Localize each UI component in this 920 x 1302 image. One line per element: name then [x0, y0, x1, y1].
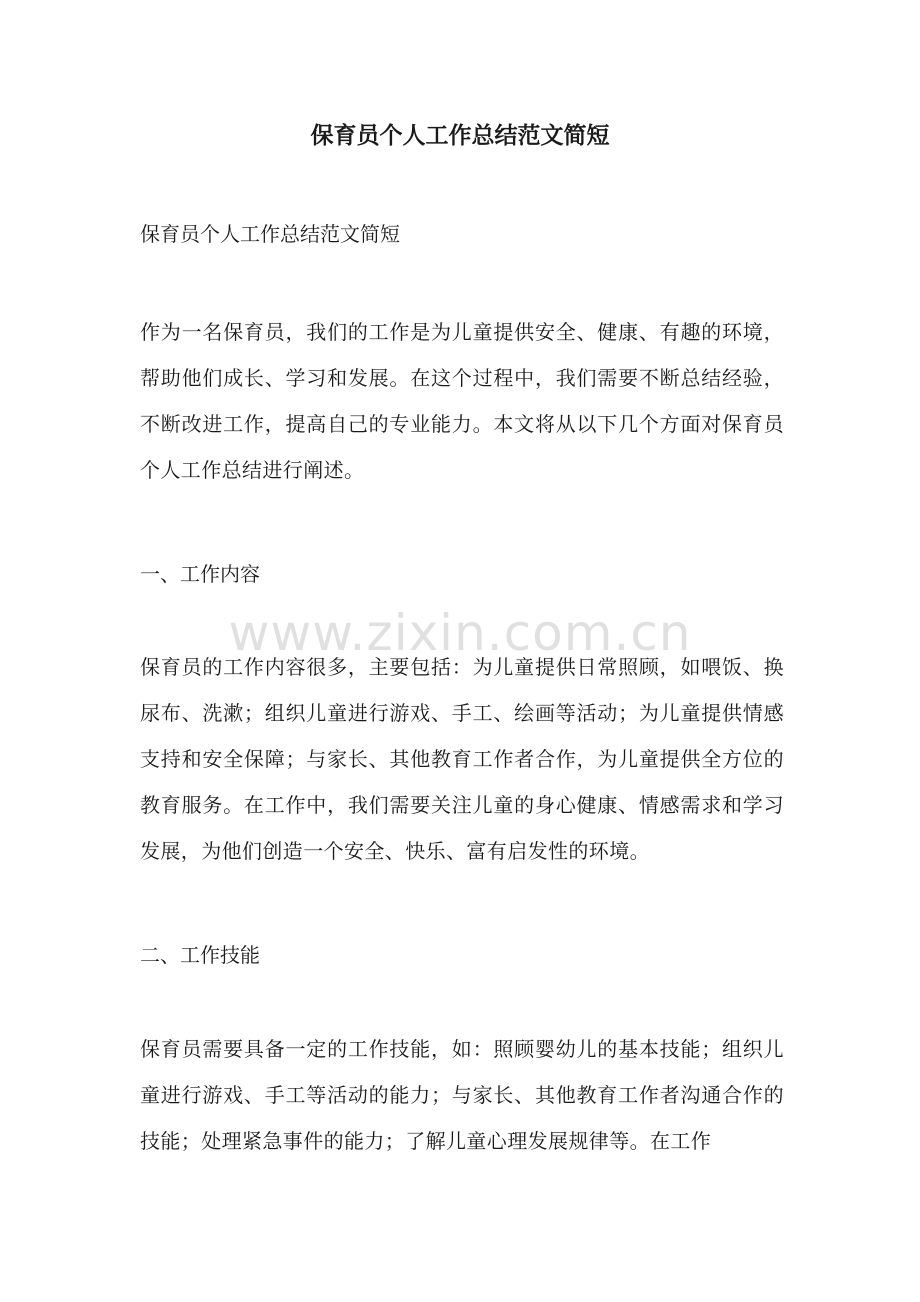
- intro-paragraph: 作为一名保育员，我们的工作是为儿童提供安全、健康、有趣的环境，帮助他们成长、学习和发展。在这个过程中，我们需要不断总结经验，不断改进工作，提高自己的专业能力。本文将从以下几个方面对保育员个人工作总结进行阐述。: [140, 320, 784, 482]
- section-heading-work-skills: 二、工作技能: [140, 943, 260, 967]
- section-paragraph-work-skills: 保育员需要具备一定的工作技能，如：照顾婴幼儿的基本技能；组织儿童进行游戏、手工等活动的能力；与家长、其他教育工作者沟通合作的技能；处理紧急事件的能力；了解儿童心理发展规律等。在工作: [140, 1037, 784, 1153]
- section-heading-work-content: 一、工作内容: [140, 562, 260, 586]
- section-paragraph-work-content: 保育员的工作内容很多，主要包括：为儿童提供日常照顾，如喂饭、换尿布、洗漱；组织儿童进行游戏、手工、绘画等活动；为儿童提供情感支持和安全保障；与家长、其他教育工作者合作，为儿童提供全方位的教育服务。在工作中，我们需要关注儿童的身心健康、情感需求和学习发展，为他们创造一个安全、快乐、富有启发性的环境。: [140, 655, 784, 863]
- watermark: www.zixin.com.cn: [228, 604, 692, 662]
- document-subtitle: 保育员个人工作总结范文简短: [140, 222, 400, 246]
- document-title: 保育员个人工作总结范文简短: [310, 122, 610, 149]
